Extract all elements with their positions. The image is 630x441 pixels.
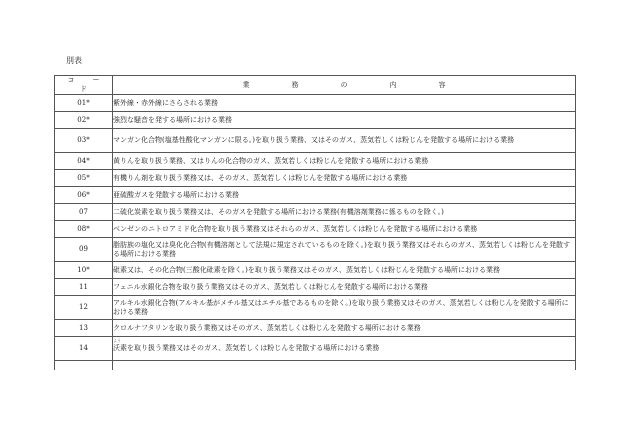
row-content [113, 337, 576, 361]
row-content: 強烈な騒音を発する場所における業務 [113, 112, 576, 129]
row-code: 09 [55, 238, 113, 262]
table-row [55, 279, 576, 296]
ruby-reading: よう [113, 338, 121, 343]
table-row [55, 187, 576, 204]
row-code: 13 [55, 320, 113, 337]
row-code: 06* [55, 187, 113, 204]
row-content: クロルナフタリンを取り扱う業務又はそのガス、蒸気若しくは粉じんを発散する場所における業務 [113, 320, 576, 337]
row-content: 砒素又は、その化合物(三酸化砒素を除く。)を取り扱う業務又はそのガス、蒸気若しくは粉じんを発散する場所における業務 [113, 262, 576, 279]
row-content: 亜硫酸ガスを発散する場所における業務 [113, 187, 576, 204]
row-content: マンガン化合物(塩基性酸化マンガンに限る。)を取り扱う業務、又はそのガス、蒸気若しくは粉じんを発散する場所における業務 [113, 129, 576, 153]
row-content: アルキル水銀化合物(アルキル基がメチル基又はエチル基であるものを除く。)を取り扱う業務又はそのガス、蒸気若しくは粉じんを発散する場所における業務 [113, 296, 576, 320]
table-row [55, 221, 576, 238]
row-content: フェニル水銀化合物を取り扱う業務又はそのガス、蒸気若しくは粉じんを発散する場所における業務 [113, 279, 576, 296]
table-row [55, 262, 576, 279]
row-content-text: 沃素を取り扱う業務又はそのガス、蒸気若しくは粉じんを発散する場所における業務 [113, 344, 380, 352]
table-row [55, 153, 576, 170]
row-content: 脂肪族の塩化又は臭化化合物(有機溶剤として法規に規定されているものを除く。)を取り扱う業務又はそれらのガス、蒸気若しくは粉じんを発散する場所における業務 [113, 238, 576, 262]
table-row [55, 337, 576, 361]
table-row [55, 238, 576, 262]
table-row [55, 170, 576, 187]
row-content: 紫外線・赤外線にさらされる業務 [113, 95, 576, 112]
table-row [55, 296, 576, 320]
row-code: 11 [55, 279, 113, 296]
row-code: 12 [55, 296, 113, 320]
row-code-empty [55, 361, 113, 371]
content-header: 業 務 の 内 容 [113, 76, 576, 95]
ruby-base [113, 338, 380, 353]
row-code: 14 [55, 337, 113, 361]
row-code: 04* [55, 153, 113, 170]
row-content: 黄りんを取り扱う業務、又はりんの化合物のガス、蒸気若しくは粉じんを発散する場所における業務 [113, 153, 576, 170]
row-content: 有機りん剤を取り扱う業務又は、そのガス、蒸気若しくは粉じんを発散する場所における業務 [113, 170, 576, 187]
row-code: 02* [55, 112, 113, 129]
table-row [55, 112, 576, 129]
row-content: 二硫化炭素を取り扱う業務又は、そのガスを発散する場所における業務(有機溶剤業務に係るものを除く。) [113, 204, 576, 221]
row-code: 03* [55, 129, 113, 153]
table-row [55, 204, 576, 221]
row-code: 08* [55, 221, 113, 238]
table-row [55, 129, 576, 153]
table-row-continuation [55, 361, 576, 371]
row-content-empty [113, 361, 576, 371]
row-content: ベンゼンのニトロアミド化合物を取り扱う業務又はそれらのガス、蒸気若しくは粉じんを発散する場所における業務 [113, 221, 576, 238]
row-code: 07 [55, 204, 113, 221]
code-header: コ ード [55, 76, 113, 95]
table-caption: 別表 [66, 56, 82, 65]
work-table [54, 75, 576, 370]
row-code: 01* [55, 95, 113, 112]
header-row [55, 76, 576, 95]
row-code: 10* [55, 262, 113, 279]
table-row [55, 320, 576, 337]
table-row [55, 95, 576, 112]
row-code: 05* [55, 170, 113, 187]
